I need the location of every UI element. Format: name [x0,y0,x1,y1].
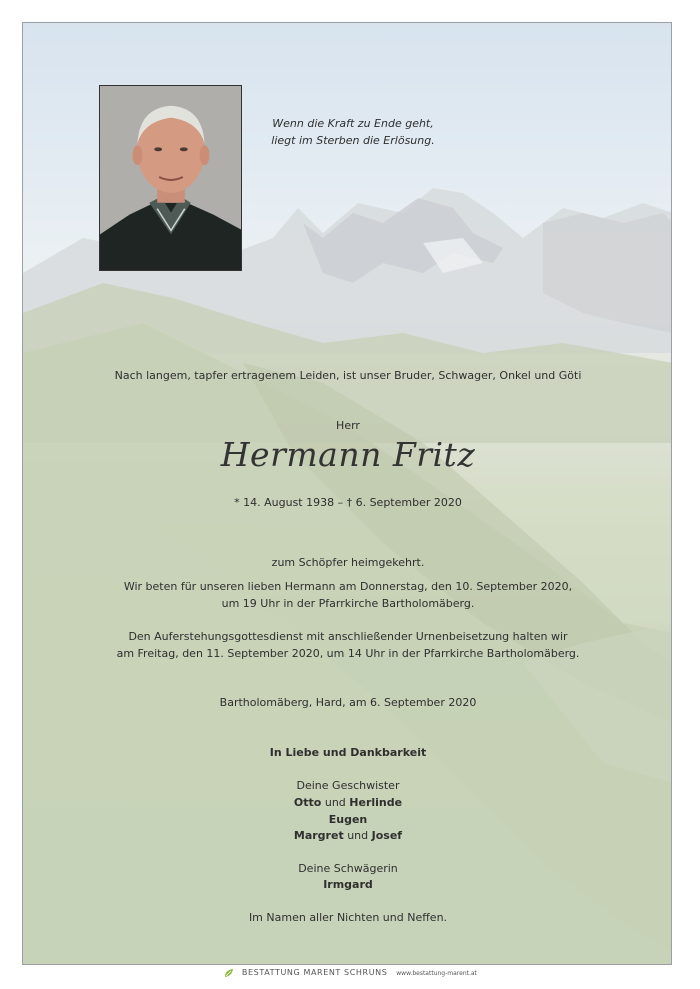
homecoming-text: zum Schöpfer heimgekehrt. [271,556,425,569]
portrait-photo [99,85,242,271]
mourners-heading: In Liebe und Dankbarkeit [269,746,427,759]
deceased-name: Hermann Fritz [220,435,476,474]
service-line-2: am Freitag, den 11. September 2020, um 14 Uhr in der Pfarrkirche Bartholomäberg. [116,647,580,660]
sister-in-law-name: Irmgard [323,878,373,891]
leaf-logo-icon [223,967,235,979]
service-line-1: Den Auferstehungsgottesdienst mit anschließender Urnenbeisetzung halten wir [128,630,568,643]
prayer-line-2: um 19 Uhr in der Pfarrkirche Bartholomäberg. [221,597,475,610]
footer-brand: BESTATTUNG MARENT SCHRUNS [241,968,388,977]
sibling-name: Josef [371,829,403,842]
conjunction: und [347,829,369,842]
salutation: Herr [336,419,360,432]
siblings-line-1 [23,794,672,811]
service-announcement [23,628,672,662]
siblings-label: Deine Geschwister [296,779,400,792]
conjunction: und [324,796,346,809]
motto-line-1: Wenn die Kraft zu Ende geht, [272,117,434,130]
place-and-date: Bartholomäberg, Hard, am 6. September 2020 [219,696,477,709]
prayer-line-1: Wir beten für unseren lieben Hermann am Donnerstag, den 10. September 2020, [123,580,573,593]
obituary-card [22,22,672,965]
motto-quote [253,115,453,149]
closing-text: Im Namen aller Nichten und Neffen. [248,911,448,924]
sibling-name: Herlinde [349,796,403,809]
motto-line-2: liegt im Sterben die Erlösung. [271,134,435,147]
sibling-name: Margret [293,829,344,842]
life-dates: * 14. August 1938 – † 6. September 2020 [234,496,462,509]
footer-imprint [0,966,700,986]
prayer-announcement [23,578,672,612]
footer-url[interactable]: www.bestattung-marent.at [396,970,477,977]
sibling-name: Otto [293,796,322,809]
siblings-line-3 [23,827,672,844]
sibling-name: Eugen [328,813,368,826]
sister-in-law-label: Deine Schwägerin [298,862,398,875]
intro-text: Nach langem, tapfer ertragenem Leiden, ist unser Bruder, Schwager, Onkel und Göti [114,369,582,382]
